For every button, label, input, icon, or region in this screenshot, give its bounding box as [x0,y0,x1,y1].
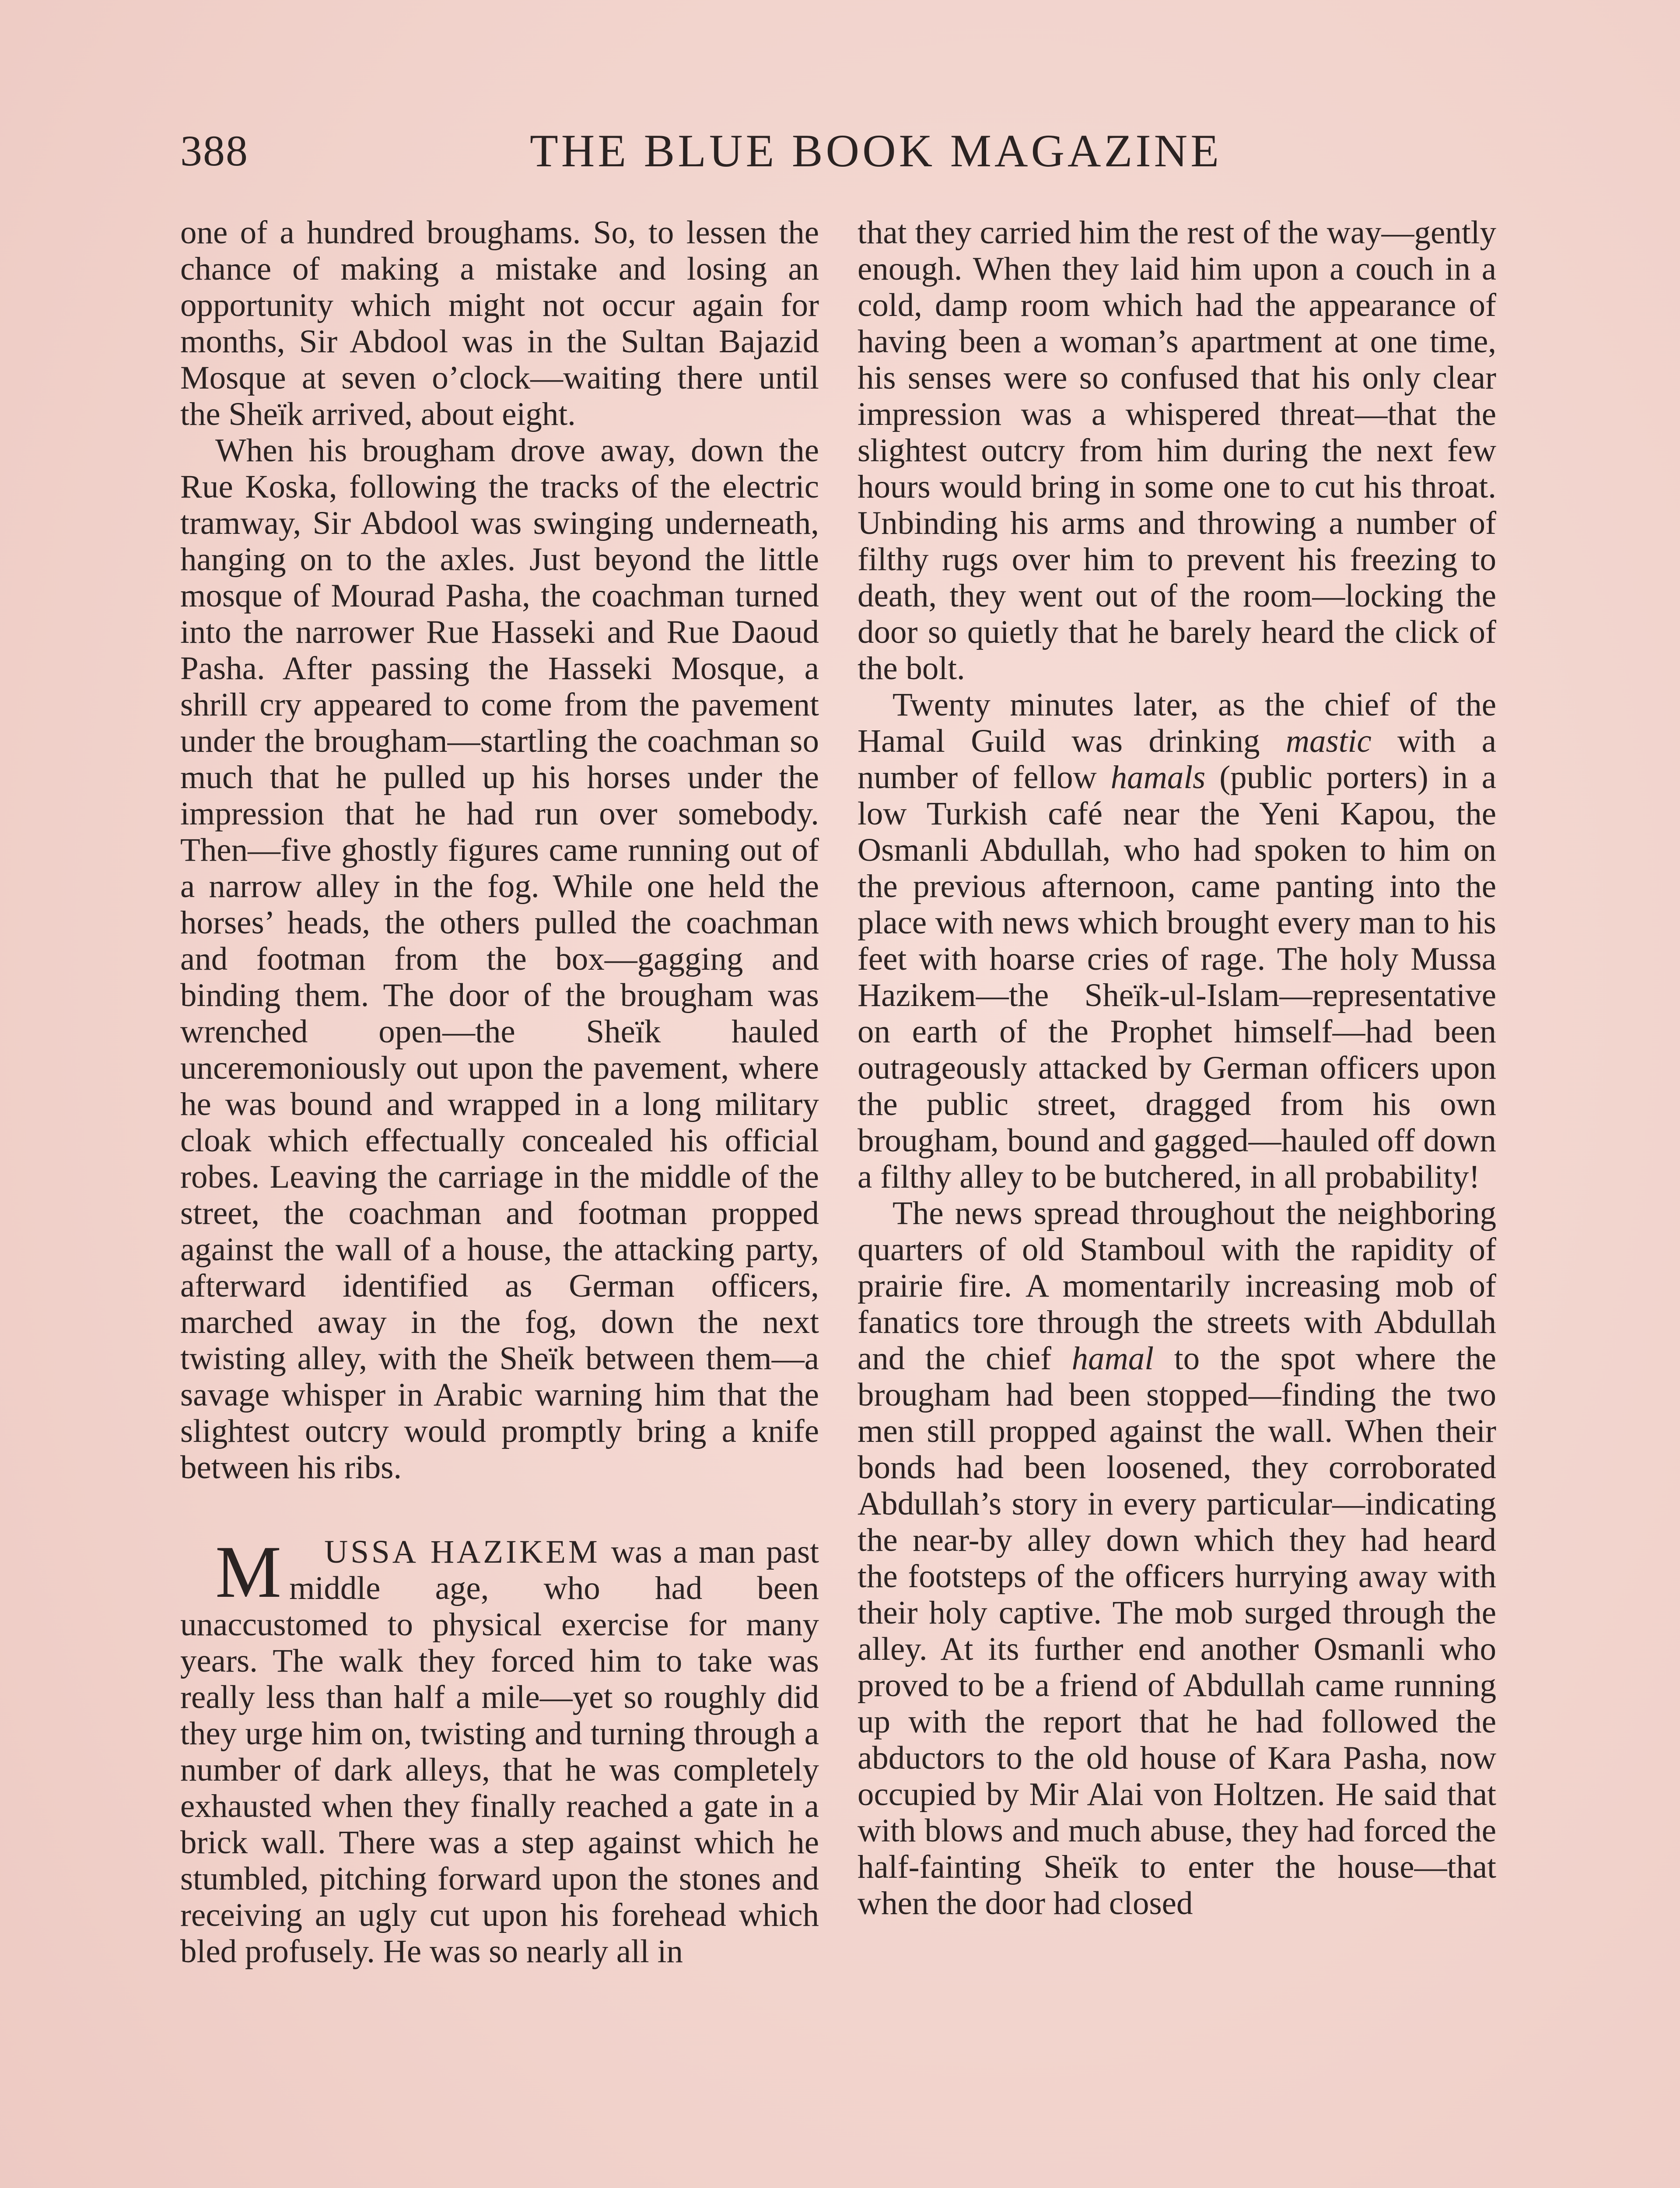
left-column [180,214,819,1970]
magazine-title: THE BLUE BOOK MAGAZINE [530,125,1222,176]
paragraph-text: was a man past middle age, who had been unaccustomed to physical exercise for many years. The walk they forced him to take was really less than half a mile—yet so roughly did they urge him on, twisting and turning through a number of dark alleys, that he was completely exhausted when they finally reached a gate in a brick wall. There was a step against which he stumbled, pitching forward upon the stones and receiving an ugly cut upon his forehead which bled profusely. He was so nearly all in [180,1534,819,1970]
italic-term: mastic [1285,723,1372,759]
paragraph-text: with a number of fellow [858,723,1496,796]
page-number: 388 [180,126,248,175]
paragraph-text: The news spread throughout the neighboring quarters of old Stamboul with the rapidity of prairie fire. A momentarily increasing mob of fanatics tore through the streets with Abdullah and the chief [858,1195,1496,1377]
paragraph [858,687,1496,1195]
right-column [858,214,1496,1922]
paragraph-text: Twenty minutes later, as the chief of the Hamal Guild was drinking [858,687,1496,759]
italic-term: hamal [1071,1340,1154,1377]
drop-cap: M [215,1531,282,1613]
small-caps-lead: USSA HAZIKEM [324,1534,600,1570]
paragraph-text: to the spot where the brougham had been stopped—finding the two men still propped against the wall. When their bonds had been loosened, they corroborated Abdullah’s story in every particular—indicating the near-by alley down which they had heard the footsteps of the officers hurrying away with their holy captive. The mob surged through the alley. At its further end another Osmanli who proved to be a friend of Abdullah came running up with the report that he had followed the abductors to the old house of Kara Pasha, now occupied by Mir Alai von Holtzen. He said that with blows and much abuse, they had forced the half-fainting Sheïk to enter the house—that when the door had closed [858,1340,1496,1922]
paragraph: one of a hundred broughams. So, to lessen the chance of making a mistake and losing an opportunity which might not occur again for months, Sir Abdool was in the Sultan Bajazid Mosque at seven o’clock—waiting there until the Sheïk arrived, about eight. [180,214,819,432]
paragraph: When his brougham drove away, down the Rue Koska, following the tracks of the electric tramway, Sir Abdool was swinging underneath, hanging on to the axles. Just beyond the little mosque of Mourad Pasha, the coachman turned into the narrower Rue Hasseki and Rue Daoud Pasha. After passing the Hasseki Mosque, a shrill cry appeared to come from the pavement under the brougham—startling the coachman so much that he pulled up his horses under the impression that he had run over somebody. Then—five ghostly figures came running out of a narrow alley in the fog. While one held the horses’ heads, the others pulled the coachman and footman from the box—gagging and binding them. The door of the brougham was wrenched open—the Sheïk hauled unceremoniously out upon the pavement, where he was bound and wrapped in a long military cloak which effectually concealed his official robes. Leaving the carriage in the middle of the street, the coachman and footman propped against the wall of a house, the attacking party, afterward identified as German officers, marched away in the fog, down the next twisting alley, with the Sheïk between them—a savage whisper in Arabic warning him that the slightest outcry would promptly bring a knife between his ribs. [180,432,819,1486]
paragraph: that they carried him the rest of the way—gently enough. When they laid him upon a couch in a cold, damp room which had the appearance of having been a woman’s apartment at one time, his senses were so confused that his only clear impression was a whispered threat—that the slightest outcry from him during the next few hours would bring in some one to cut his throat. Unbinding his arms and throwing a number of filthy rugs over him to prevent his freezing to death, they went out of the room—locking the door so quietly that he barely heard the click of the bolt. [858,214,1496,687]
paragraph [858,1195,1496,1922]
paragraph-text: (public porters) in a low Turkish café near the Yeni Kapou, the Osmanli Abdullah, who had spoken to him on the previous afternoon, came panting into the place with news which brought every man to his feet with hoarse cries of rage. The holy Mussa Hazikem—the Sheïk-ul-Islam—representative on earth of the Prophet himself—had been outrageously attacked by German officers upon the public street, dragged from his own brougham, bound and gagged—hauled off down a filthy alley to be butchered, in all probability! [858,759,1496,1195]
dropcap-paragraph [180,1531,819,1970]
page-header [180,118,1510,184]
italic-term: hamals [1110,759,1206,796]
section-break [180,1486,819,1534]
